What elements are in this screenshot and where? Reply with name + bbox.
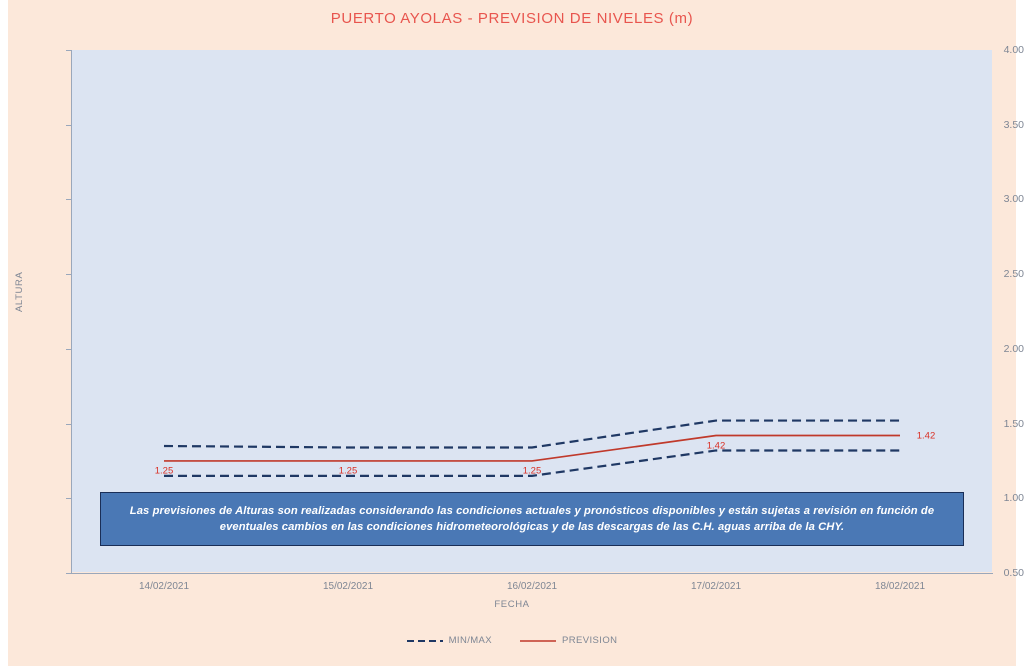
left-gutter <box>0 0 8 666</box>
y-tick-label: 4.00 <box>1003 44 1024 56</box>
data-point-label: 1.25 <box>154 465 174 477</box>
legend-item-prevision[interactable] <box>520 635 617 646</box>
legend-swatch-minmax <box>407 636 443 646</box>
x-tick-label: 15/02/2021 <box>322 581 374 592</box>
y-tick-mark <box>66 50 71 51</box>
chart-title: PUERTO AYOLAS - PREVISION DE NIVELES (m) <box>330 10 694 27</box>
legend-swatch-prevision <box>520 636 556 646</box>
y-tick-label: 1.50 <box>1003 417 1024 430</box>
y-tick-mark <box>66 125 71 126</box>
x-tick-label: 17/02/2021 <box>690 581 742 592</box>
data-point-label: 1.42 <box>916 430 936 442</box>
y-tick-label: 3.50 <box>1003 118 1024 131</box>
chart-legend <box>0 635 1024 646</box>
data-point-label: 1.25 <box>338 465 358 477</box>
y-tick-label: 0.50 <box>1003 567 1024 579</box>
x-axis-title: FECHA <box>494 599 530 610</box>
y-tick-mark <box>66 424 71 425</box>
x-tick-label: 14/02/2021 <box>138 581 190 592</box>
y-axis-title: ALTURA <box>14 271 25 312</box>
forecast-disclaimer-text: Las previsiones de Alturas son realizadas considerando las condiciones actuales y pronósticos disponibles y están sujetas a revisión en función de eventuales cambios en las condiciones hidrometeorológicas y de las descargas de las C.H. aguas arriba de la CHY. <box>129 504 935 533</box>
data-point-label: 1.25 <box>522 465 542 477</box>
y-tick-label: 3.00 <box>1003 193 1024 206</box>
x-tick-label: 16/02/2021 <box>506 581 558 592</box>
x-tick-label: 18/02/2021 <box>874 581 926 592</box>
data-point-label: 1.42 <box>706 440 726 452</box>
legend-label-prevision: PREVISION <box>562 635 618 646</box>
y-axis-line <box>71 50 72 574</box>
y-tick-mark <box>66 274 71 275</box>
y-tick-label: 2.00 <box>1003 342 1024 355</box>
y-tick-label: 1.00 <box>1003 492 1024 505</box>
y-tick-mark <box>66 498 71 499</box>
legend-label-minmax: MIN/MAX <box>448 635 493 646</box>
y-tick-label: 2.50 <box>1003 268 1024 281</box>
legend-item-minmax[interactable] <box>407 635 492 646</box>
x-axis-line <box>71 573 993 574</box>
y-tick-mark <box>66 349 71 350</box>
y-tick-mark <box>66 573 71 574</box>
forecast-disclaimer-note <box>100 492 964 546</box>
y-tick-mark <box>66 199 71 200</box>
